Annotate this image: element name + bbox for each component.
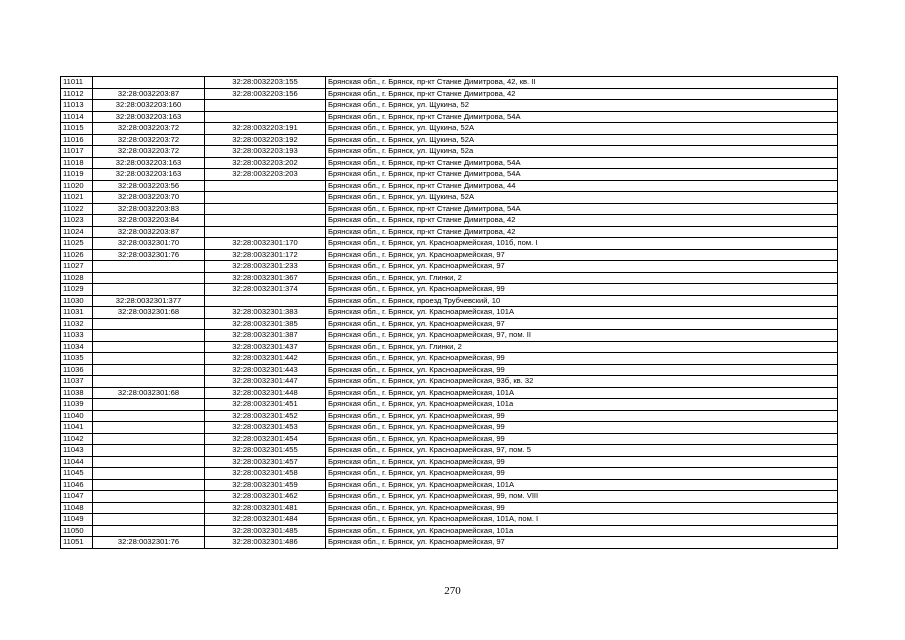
record-number-cell: 11027 <box>61 261 93 273</box>
address-cell: Брянская обл., г. Брянск, ул. Красноармейская, 99 <box>326 353 838 365</box>
address-cell: Брянская обл., г. Брянск, ул. Красноармейская, 97, пом. 5 <box>326 445 838 457</box>
record-number-cell: 11048 <box>61 502 93 514</box>
building-cadastral-number-cell <box>205 226 326 238</box>
parcel-cadastral-number-cell: 32:28:0032203:56 <box>93 180 205 192</box>
parcel-cadastral-number-cell <box>93 330 205 342</box>
table-row <box>61 514 838 526</box>
address-cell: Брянская обл., г. Брянск, пр-кт Станке Димитрова, 42 <box>326 88 838 100</box>
address-cell: Брянская обл., г. Брянск, ул. Красноармейская, 99 <box>326 433 838 445</box>
record-number-cell: 11012 <box>61 88 93 100</box>
table-row <box>61 284 838 296</box>
record-number-cell: 11050 <box>61 525 93 537</box>
building-cadastral-number-cell: 32:28:0032203:202 <box>205 157 326 169</box>
building-cadastral-number-cell: 32:28:0032301:481 <box>205 502 326 514</box>
parcel-cadastral-number-cell <box>93 525 205 537</box>
registry-table-body <box>61 77 838 549</box>
table-row <box>61 215 838 227</box>
building-cadastral-number-cell: 32:28:0032301:457 <box>205 456 326 468</box>
parcel-cadastral-number-cell: 32:28:0032301:76 <box>93 249 205 261</box>
record-number-cell: 11028 <box>61 272 93 284</box>
table-row <box>61 399 838 411</box>
parcel-cadastral-number-cell <box>93 514 205 526</box>
parcel-cadastral-number-cell <box>93 468 205 480</box>
table-row <box>61 238 838 250</box>
record-number-cell: 11049 <box>61 514 93 526</box>
building-cadastral-number-cell: 32:28:0032301:452 <box>205 410 326 422</box>
record-number-cell: 11033 <box>61 330 93 342</box>
table-row <box>61 100 838 112</box>
building-cadastral-number-cell: 32:28:0032301:486 <box>205 537 326 549</box>
building-cadastral-number-cell <box>205 203 326 215</box>
address-cell: Брянская обл., г. Брянск, ул. Красноармейская, 97 <box>326 261 838 273</box>
record-number-cell: 11035 <box>61 353 93 365</box>
address-cell: Брянская обл., г. Брянск, проезд Трубчевский, 10 <box>326 295 838 307</box>
record-number-cell: 11032 <box>61 318 93 330</box>
record-number-cell: 11030 <box>61 295 93 307</box>
address-cell: Брянская обл., г. Брянск, ул. Щукина, 52А <box>326 134 838 146</box>
table-row <box>61 157 838 169</box>
parcel-cadastral-number-cell: 32:28:0032301:377 <box>93 295 205 307</box>
parcel-cadastral-number-cell <box>93 364 205 376</box>
table-row <box>61 295 838 307</box>
table-row <box>61 307 838 319</box>
address-cell: Брянская обл., г. Брянск, пр-кт Станке Димитрова, 54А <box>326 111 838 123</box>
parcel-cadastral-number-cell: 32:28:0032203:160 <box>93 100 205 112</box>
address-cell: Брянская обл., г. Брянск, ул. Щукина, 52а <box>326 146 838 158</box>
parcel-cadastral-number-cell <box>93 272 205 284</box>
table-row <box>61 192 838 204</box>
record-number-cell: 11029 <box>61 284 93 296</box>
table-row <box>61 491 838 503</box>
building-cadastral-number-cell: 32:28:0032301:485 <box>205 525 326 537</box>
address-cell: Брянская обл., г. Брянск, ул. Красноармейская, 97, пом. II <box>326 330 838 342</box>
record-number-cell: 11023 <box>61 215 93 227</box>
address-cell: Брянская обл., г. Брянск, пр-кт Станке Димитрова, 54А <box>326 203 838 215</box>
parcel-cadastral-number-cell <box>93 479 205 491</box>
table-row <box>61 525 838 537</box>
record-number-cell: 11021 <box>61 192 93 204</box>
record-number-cell: 11022 <box>61 203 93 215</box>
record-number-cell: 11018 <box>61 157 93 169</box>
parcel-cadastral-number-cell: 32:28:0032203:72 <box>93 123 205 135</box>
table-row <box>61 88 838 100</box>
table-row <box>61 111 838 123</box>
record-number-cell: 11036 <box>61 364 93 376</box>
record-number-cell: 11013 <box>61 100 93 112</box>
table-row <box>61 249 838 261</box>
building-cadastral-number-cell: 32:28:0032301:459 <box>205 479 326 491</box>
address-cell: Брянская обл., г. Брянск, ул. Глинки, 2 <box>326 341 838 353</box>
table-row <box>61 502 838 514</box>
table-row <box>61 134 838 146</box>
address-cell: Брянская обл., г. Брянск, ул. Глинки, 2 <box>326 272 838 284</box>
parcel-cadastral-number-cell <box>93 284 205 296</box>
address-cell: Брянская обл., г. Брянск, ул. Щукина, 52А <box>326 192 838 204</box>
parcel-cadastral-number-cell: 32:28:0032301:76 <box>93 537 205 549</box>
table-row <box>61 318 838 330</box>
parcel-cadastral-number-cell: 32:28:0032203:83 <box>93 203 205 215</box>
building-cadastral-number-cell: 32:28:0032203:192 <box>205 134 326 146</box>
parcel-cadastral-number-cell <box>93 318 205 330</box>
record-number-cell: 11043 <box>61 445 93 457</box>
record-number-cell: 11026 <box>61 249 93 261</box>
parcel-cadastral-number-cell: 32:28:0032203:87 <box>93 88 205 100</box>
record-number-cell: 11051 <box>61 537 93 549</box>
parcel-cadastral-number-cell <box>93 422 205 434</box>
record-number-cell: 11025 <box>61 238 93 250</box>
building-cadastral-number-cell: 32:28:0032301:442 <box>205 353 326 365</box>
building-cadastral-number-cell: 32:28:0032203:203 <box>205 169 326 181</box>
parcel-cadastral-number-cell <box>93 376 205 388</box>
parcel-cadastral-number-cell: 32:28:0032203:72 <box>93 134 205 146</box>
parcel-cadastral-number-cell <box>93 399 205 411</box>
parcel-cadastral-number-cell: 32:28:0032203:87 <box>93 226 205 238</box>
building-cadastral-number-cell: 32:28:0032301:383 <box>205 307 326 319</box>
address-cell: Брянская обл., г. Брянск, ул. Красноармейская, 99, пом. VIII <box>326 491 838 503</box>
record-number-cell: 11044 <box>61 456 93 468</box>
record-number-cell: 11041 <box>61 422 93 434</box>
building-cadastral-number-cell: 32:28:0032301:387 <box>205 330 326 342</box>
address-cell: Брянская обл., г. Брянск, ул. Щукина, 52А <box>326 123 838 135</box>
record-number-cell: 11047 <box>61 491 93 503</box>
record-number-cell: 11017 <box>61 146 93 158</box>
table-row <box>61 272 838 284</box>
building-cadastral-number-cell: 32:28:0032301:437 <box>205 341 326 353</box>
table-row <box>61 77 838 89</box>
record-number-cell: 11014 <box>61 111 93 123</box>
table-row <box>61 146 838 158</box>
address-cell: Брянская обл., г. Брянск, ул. Красноармейская, 101а <box>326 525 838 537</box>
parcel-cadastral-number-cell <box>93 353 205 365</box>
building-cadastral-number-cell: 32:28:0032301:233 <box>205 261 326 273</box>
parcel-cadastral-number-cell <box>93 502 205 514</box>
address-cell: Брянская обл., г. Брянск, ул. Красноармейская, 101А <box>326 307 838 319</box>
parcel-cadastral-number-cell <box>93 445 205 457</box>
table-row <box>61 456 838 468</box>
record-number-cell: 11015 <box>61 123 93 135</box>
record-number-cell: 11016 <box>61 134 93 146</box>
record-number-cell: 11024 <box>61 226 93 238</box>
address-cell: Брянская обл., г. Брянск, ул. Красноармейская, 97 <box>326 318 838 330</box>
building-cadastral-number-cell <box>205 192 326 204</box>
building-cadastral-number-cell: 32:28:0032203:193 <box>205 146 326 158</box>
table-row <box>61 123 838 135</box>
building-cadastral-number-cell: 32:28:0032301:367 <box>205 272 326 284</box>
table-row <box>61 261 838 273</box>
parcel-cadastral-number-cell: 32:28:0032203:163 <box>93 169 205 181</box>
address-cell: Брянская обл., г. Брянск, пр-кт Станке Димитрова, 42 <box>326 215 838 227</box>
parcel-cadastral-number-cell: 32:28:0032203:163 <box>93 111 205 123</box>
building-cadastral-number-cell: 32:28:0032203:156 <box>205 88 326 100</box>
building-cadastral-number-cell: 32:28:0032301:455 <box>205 445 326 457</box>
address-cell: Брянская обл., г. Брянск, ул. Красноармейская, 101б, пом. I <box>326 238 838 250</box>
table-row <box>61 203 838 215</box>
parcel-cadastral-number-cell: 32:28:0032203:163 <box>93 157 205 169</box>
record-number-cell: 11011 <box>61 77 93 89</box>
record-number-cell: 11038 <box>61 387 93 399</box>
address-cell: Брянская обл., г. Брянск, ул. Красноармейская, 101А <box>326 479 838 491</box>
parcel-cadastral-number-cell: 32:28:0032301:68 <box>93 387 205 399</box>
parcel-cadastral-number-cell: 32:28:0032203:70 <box>93 192 205 204</box>
table-row <box>61 376 838 388</box>
building-cadastral-number-cell: 32:28:0032203:155 <box>205 77 326 89</box>
address-cell: Брянская обл., г. Брянск, ул. Красноармейская, 101А, пом. I <box>326 514 838 526</box>
table-row <box>61 353 838 365</box>
building-cadastral-number-cell: 32:28:0032301:172 <box>205 249 326 261</box>
parcel-cadastral-number-cell: 32:28:0032301:70 <box>93 238 205 250</box>
address-cell: Брянская обл., г. Брянск, ул. Красноармейская, 99 <box>326 364 838 376</box>
building-cadastral-number-cell: 32:28:0032301:484 <box>205 514 326 526</box>
building-cadastral-number-cell: 32:28:0032301:451 <box>205 399 326 411</box>
address-cell: Брянская обл., г. Брянск, ул. Красноармейская, 97 <box>326 249 838 261</box>
table-row <box>61 537 838 549</box>
parcel-cadastral-number-cell <box>93 456 205 468</box>
address-cell: Брянская обл., г. Брянск, пр-кт Станке Димитрова, 54А <box>326 157 838 169</box>
building-cadastral-number-cell <box>205 111 326 123</box>
address-cell: Брянская обл., г. Брянск, ул. Красноармейская, 101А <box>326 387 838 399</box>
building-cadastral-number-cell: 32:28:0032301:458 <box>205 468 326 480</box>
record-number-cell: 11045 <box>61 468 93 480</box>
address-cell: Брянская обл., г. Брянск, ул. Красноармейская, 99 <box>326 284 838 296</box>
building-cadastral-number-cell: 32:28:0032301:443 <box>205 364 326 376</box>
building-cadastral-number-cell: 32:28:0032203:191 <box>205 123 326 135</box>
table-row <box>61 387 838 399</box>
building-cadastral-number-cell <box>205 295 326 307</box>
table-row <box>61 180 838 192</box>
parcel-cadastral-number-cell <box>93 341 205 353</box>
building-cadastral-number-cell <box>205 215 326 227</box>
building-cadastral-number-cell: 32:28:0032301:447 <box>205 376 326 388</box>
parcel-cadastral-number-cell: 32:28:0032203:72 <box>93 146 205 158</box>
address-cell: Брянская обл., г. Брянск, ул. Красноармейская, 101а <box>326 399 838 411</box>
table-row <box>61 468 838 480</box>
building-cadastral-number-cell: 32:28:0032301:374 <box>205 284 326 296</box>
building-cadastral-number-cell: 32:28:0032301:454 <box>205 433 326 445</box>
building-cadastral-number-cell: 32:28:0032301:170 <box>205 238 326 250</box>
building-cadastral-number-cell: 32:28:0032301:448 <box>205 387 326 399</box>
record-number-cell: 11037 <box>61 376 93 388</box>
record-number-cell: 11039 <box>61 399 93 411</box>
address-cell: Брянская обл., г. Брянск, ул. Красноармейская, 99 <box>326 502 838 514</box>
parcel-cadastral-number-cell <box>93 261 205 273</box>
building-cadastral-number-cell: 32:28:0032301:385 <box>205 318 326 330</box>
record-number-cell: 11020 <box>61 180 93 192</box>
address-cell: Брянская обл., г. Брянск, ул. Щукина, 52 <box>326 100 838 112</box>
table-row <box>61 169 838 181</box>
building-cadastral-number-cell: 32:28:0032301:453 <box>205 422 326 434</box>
table-row <box>61 422 838 434</box>
address-cell: Брянская обл., г. Брянск, ул. Красноармейская, 99 <box>326 410 838 422</box>
parcel-cadastral-number-cell <box>93 77 205 89</box>
record-number-cell: 11019 <box>61 169 93 181</box>
record-number-cell: 11042 <box>61 433 93 445</box>
parcel-cadastral-number-cell <box>93 410 205 422</box>
record-number-cell: 11031 <box>61 307 93 319</box>
page-number: 270 <box>444 585 461 597</box>
address-cell: Брянская обл., г. Брянск, ул. Красноармейская, 99 <box>326 422 838 434</box>
address-cell: Брянская обл., г. Брянск, ул. Красноармейская, 97 <box>326 537 838 549</box>
address-cell: Брянская обл., г. Брянск, ул. Красноармейская, 99 <box>326 456 838 468</box>
table-row <box>61 445 838 457</box>
table-row <box>61 226 838 238</box>
address-cell: Брянская обл., г. Брянск, пр-кт Станке Димитрова, 54А <box>326 169 838 181</box>
table-row <box>61 410 838 422</box>
address-cell: Брянская обл., г. Брянск, ул. Красноармейская, 93б, кв. 32 <box>326 376 838 388</box>
address-cell: Брянская обл., г. Брянск, пр-кт Станке Димитрова, 42, кв. II <box>326 77 838 89</box>
table-row <box>61 433 838 445</box>
record-number-cell: 11046 <box>61 479 93 491</box>
table-row <box>61 364 838 376</box>
parcel-cadastral-number-cell: 32:28:0032301:68 <box>93 307 205 319</box>
record-number-cell: 11040 <box>61 410 93 422</box>
parcel-cadastral-number-cell <box>93 433 205 445</box>
registry-table <box>60 76 838 549</box>
building-cadastral-number-cell: 32:28:0032301:462 <box>205 491 326 503</box>
parcel-cadastral-number-cell: 32:28:0032203:84 <box>93 215 205 227</box>
record-number-cell: 11034 <box>61 341 93 353</box>
address-cell: Брянская обл., г. Брянск, ул. Красноармейская, 99 <box>326 468 838 480</box>
parcel-cadastral-number-cell <box>93 491 205 503</box>
building-cadastral-number-cell <box>205 100 326 112</box>
table-row <box>61 330 838 342</box>
table-row <box>61 341 838 353</box>
address-cell: Брянская обл., г. Брянск, пр-кт Станке Димитрова, 42 <box>326 226 838 238</box>
building-cadastral-number-cell <box>205 180 326 192</box>
address-cell: Брянская обл., г. Брянск, пр-кт Станке Димитрова, 44 <box>326 180 838 192</box>
table-row <box>61 479 838 491</box>
